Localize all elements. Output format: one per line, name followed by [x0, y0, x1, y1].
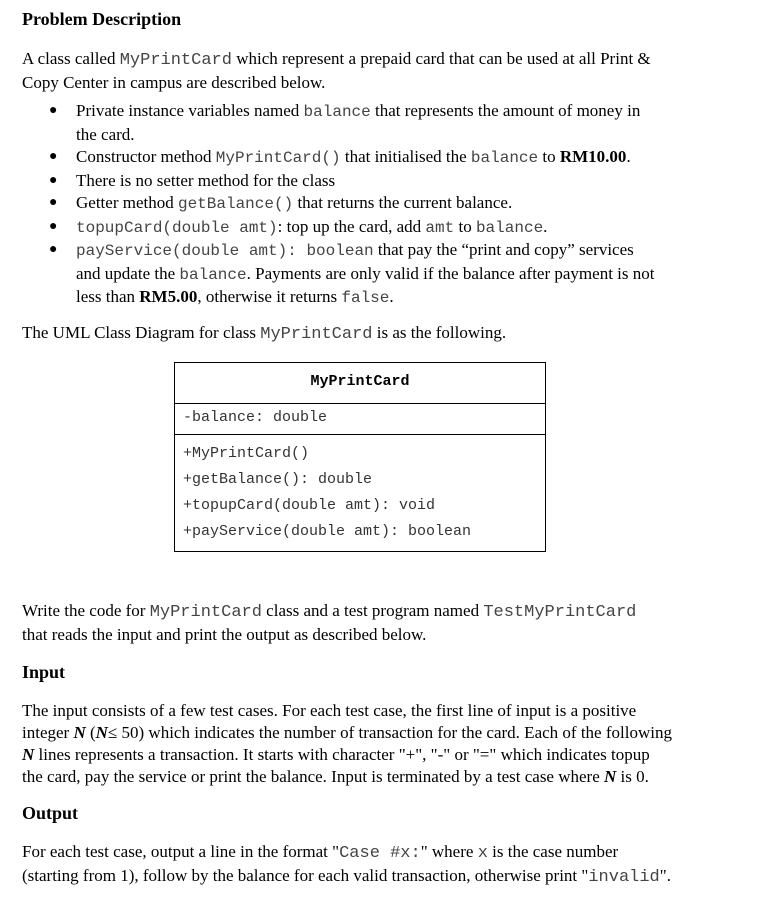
output-paragraph — [22, 841, 712, 889]
bullet-dot: ● — [49, 172, 58, 188]
task-paragraph — [22, 600, 702, 646]
problem-description-heading: Problem Description — [22, 9, 182, 29]
output-line-1: For each test case, output a line in the format "Case #x:" where x is the case number — [22, 842, 619, 863]
input-line-2: integer N (N≤ 50) which indicates the number of transaction for the card. Each of the following — [22, 723, 672, 742]
bullet-pay-service: ● payService(double amt): boolean that pay the “print and copy” services and update the balance. Payments are only valid if the balance after payment is not less than RM5.00, otherwise it returns false. — [49, 240, 655, 307]
uml-method: +getBalance(): double — [183, 471, 373, 488]
task-line-1: Write the code for MyPrintCard class and a test program named TestMyPrintCard — [22, 601, 637, 622]
intro-line-1: A class called MyPrintCard which represent a prepaid card that can be used at all Print & — [22, 49, 651, 70]
uml-methods — [175, 435, 545, 551]
input-line-3: N lines represents a transaction. It starts with character "+", "-" or "=" which indicates topup — [22, 745, 650, 764]
bullet-dot: ● — [49, 195, 58, 210]
output-line-2: (starting from 1), follow by the balance for each valid transaction, otherwise print "invalid". — [22, 866, 671, 887]
task-line-2: that reads the input and print the output as described below. — [22, 625, 427, 644]
input-paragraph — [22, 700, 700, 788]
intro-paragraph — [22, 48, 702, 94]
input-heading: Input — [22, 662, 66, 682]
uml-class-name: MyPrintCard — [175, 363, 545, 404]
bullet-dot: ● — [49, 218, 58, 234]
bullet-constructor: ● Constructor method MyPrintCard() that initialised the balance to RM10.00. — [49, 147, 631, 167]
bullet-dot: ● — [49, 103, 58, 118]
uml-attributes — [175, 404, 545, 435]
bullet-private-variables: ● Private instance variables named balance that represents the amount of money in the card. — [49, 101, 641, 144]
uml-attribute: -balance: double — [183, 409, 328, 426]
class-name-code: MyPrintCard — [119, 51, 232, 70]
intro-line-2: Copy Center in campus are described below. — [22, 73, 326, 92]
bullet-dot: ● — [49, 149, 58, 164]
bullet-getter: ● Getter method getBalance() that returns the current balance. — [49, 193, 513, 213]
uml-method: +MyPrintCard() — [183, 445, 310, 462]
uml-class-diagram — [174, 362, 546, 552]
bullet-topup: ● topupCard(double amt): top up the card, add amt to balance. — [49, 216, 548, 237]
bullet-dot: ● — [49, 242, 58, 257]
input-line-4: the card, pay the service or print the balance. Input is terminated by a test case where N is 0. — [22, 767, 649, 786]
bullet-no-setter: ● There is no setter method for the class — [22, 170, 712, 193]
requirements-list — [22, 100, 712, 310]
uml-method: +payService(double amt): boolean — [183, 523, 472, 540]
output-heading: Output — [22, 803, 79, 823]
input-line-1: The input consists of a few test cases. For each test case, the first line of input is a positive — [22, 701, 637, 720]
uml-method: +topupCard(double amt): void — [183, 497, 436, 514]
uml-intro: The UML Class Diagram for class MyPrintCard is as the following. — [22, 323, 507, 344]
